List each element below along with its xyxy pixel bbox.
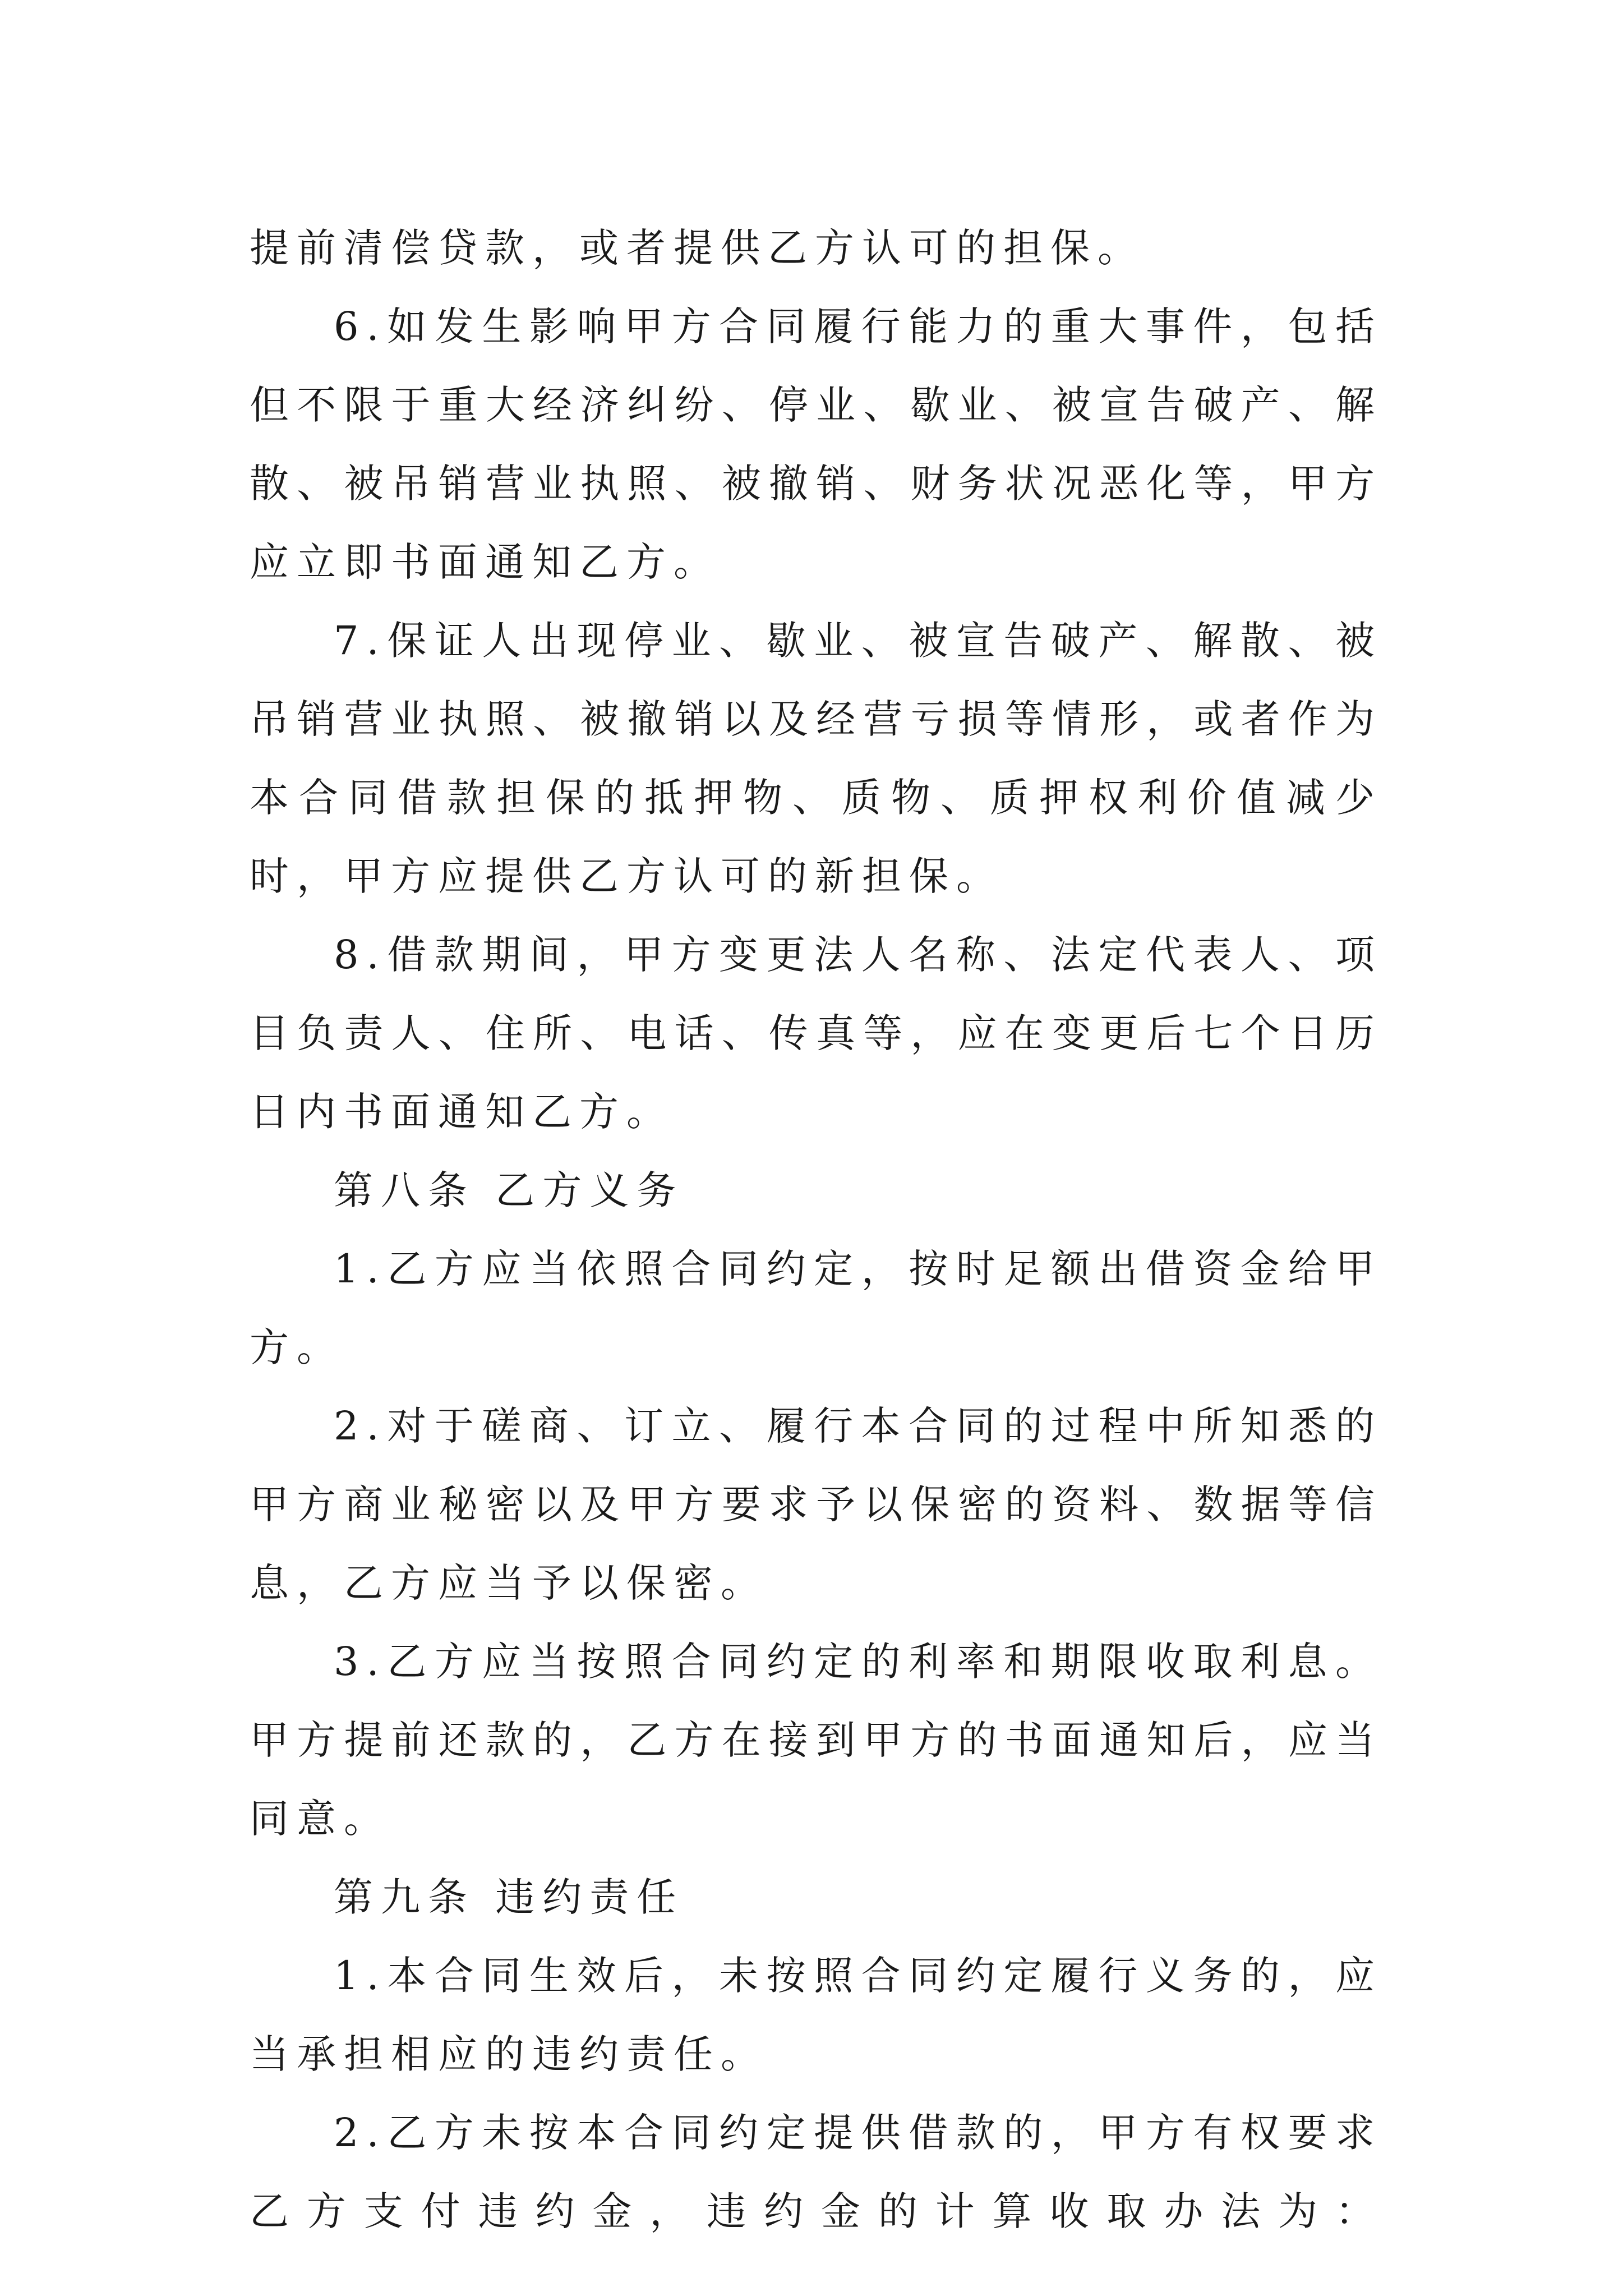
section-heading-article-9: 第九条 违约责任 bbox=[334, 1874, 684, 1920]
paragraph-article-9-item-2: 2.乙方未按本合同约定提供借款的，甲方有权要求乙方支付违约金，违约金的计算收取办法为： bbox=[250, 2110, 1382, 2234]
paragraph-clause-7: 7.保证人出现停业、歇业、被宣告破产、解散、被吊销营业执照、被撤销以及经营亏损等情形，或者作为本合同借款担保的抵押物、质物、质押权利价值减少时，甲方应提供乙方认可的新担保。 bbox=[250, 618, 1382, 899]
document-body bbox=[250, 209, 1382, 2251]
paragraph-article-8-item-1: 1.乙方应当依照合同约定，按时足额出借资金给甲方。 bbox=[250, 1246, 1382, 1370]
paragraph-repayment-continuation: 提前清偿贷款，或者提供乙方认可的担保。 bbox=[250, 225, 1145, 271]
paragraph-clause-8: 8.借款期间，甲方变更法人名称、法定代表人、项目负责人、住所、电话、传真等，应在变更后七个日历日内书面通知乙方。 bbox=[250, 932, 1382, 1135]
paragraph-clause-6: 6.如发生影响甲方合同履行能力的重大事件，包括但不限于重大经济纠纷、停业、歇业、被宣告破产、解散、被吊销营业执照、被撤销、财务状况恶化等，甲方应立即书面通知乙方。 bbox=[250, 303, 1382, 585]
section-heading-article-8: 第八条 乙方义务 bbox=[334, 1167, 684, 1213]
paragraph-article-8-item-3: 3.乙方应当按照合同约定的利率和期限收取利息。甲方提前还款的，乙方在接到甲方的书面通知后，应当同意。 bbox=[250, 1639, 1382, 1842]
paragraph-article-8-item-2: 2.对于磋商、订立、履行本合同的过程中所知悉的甲方商业秘密以及甲方要求予以保密的资料、数据等信息，乙方应当予以保密。 bbox=[250, 1403, 1382, 1606]
paragraph-article-9-item-1: 1.本合同生效后，未按照合同约定履行义务的，应当承担相应的违约责任。 bbox=[250, 1953, 1382, 2077]
